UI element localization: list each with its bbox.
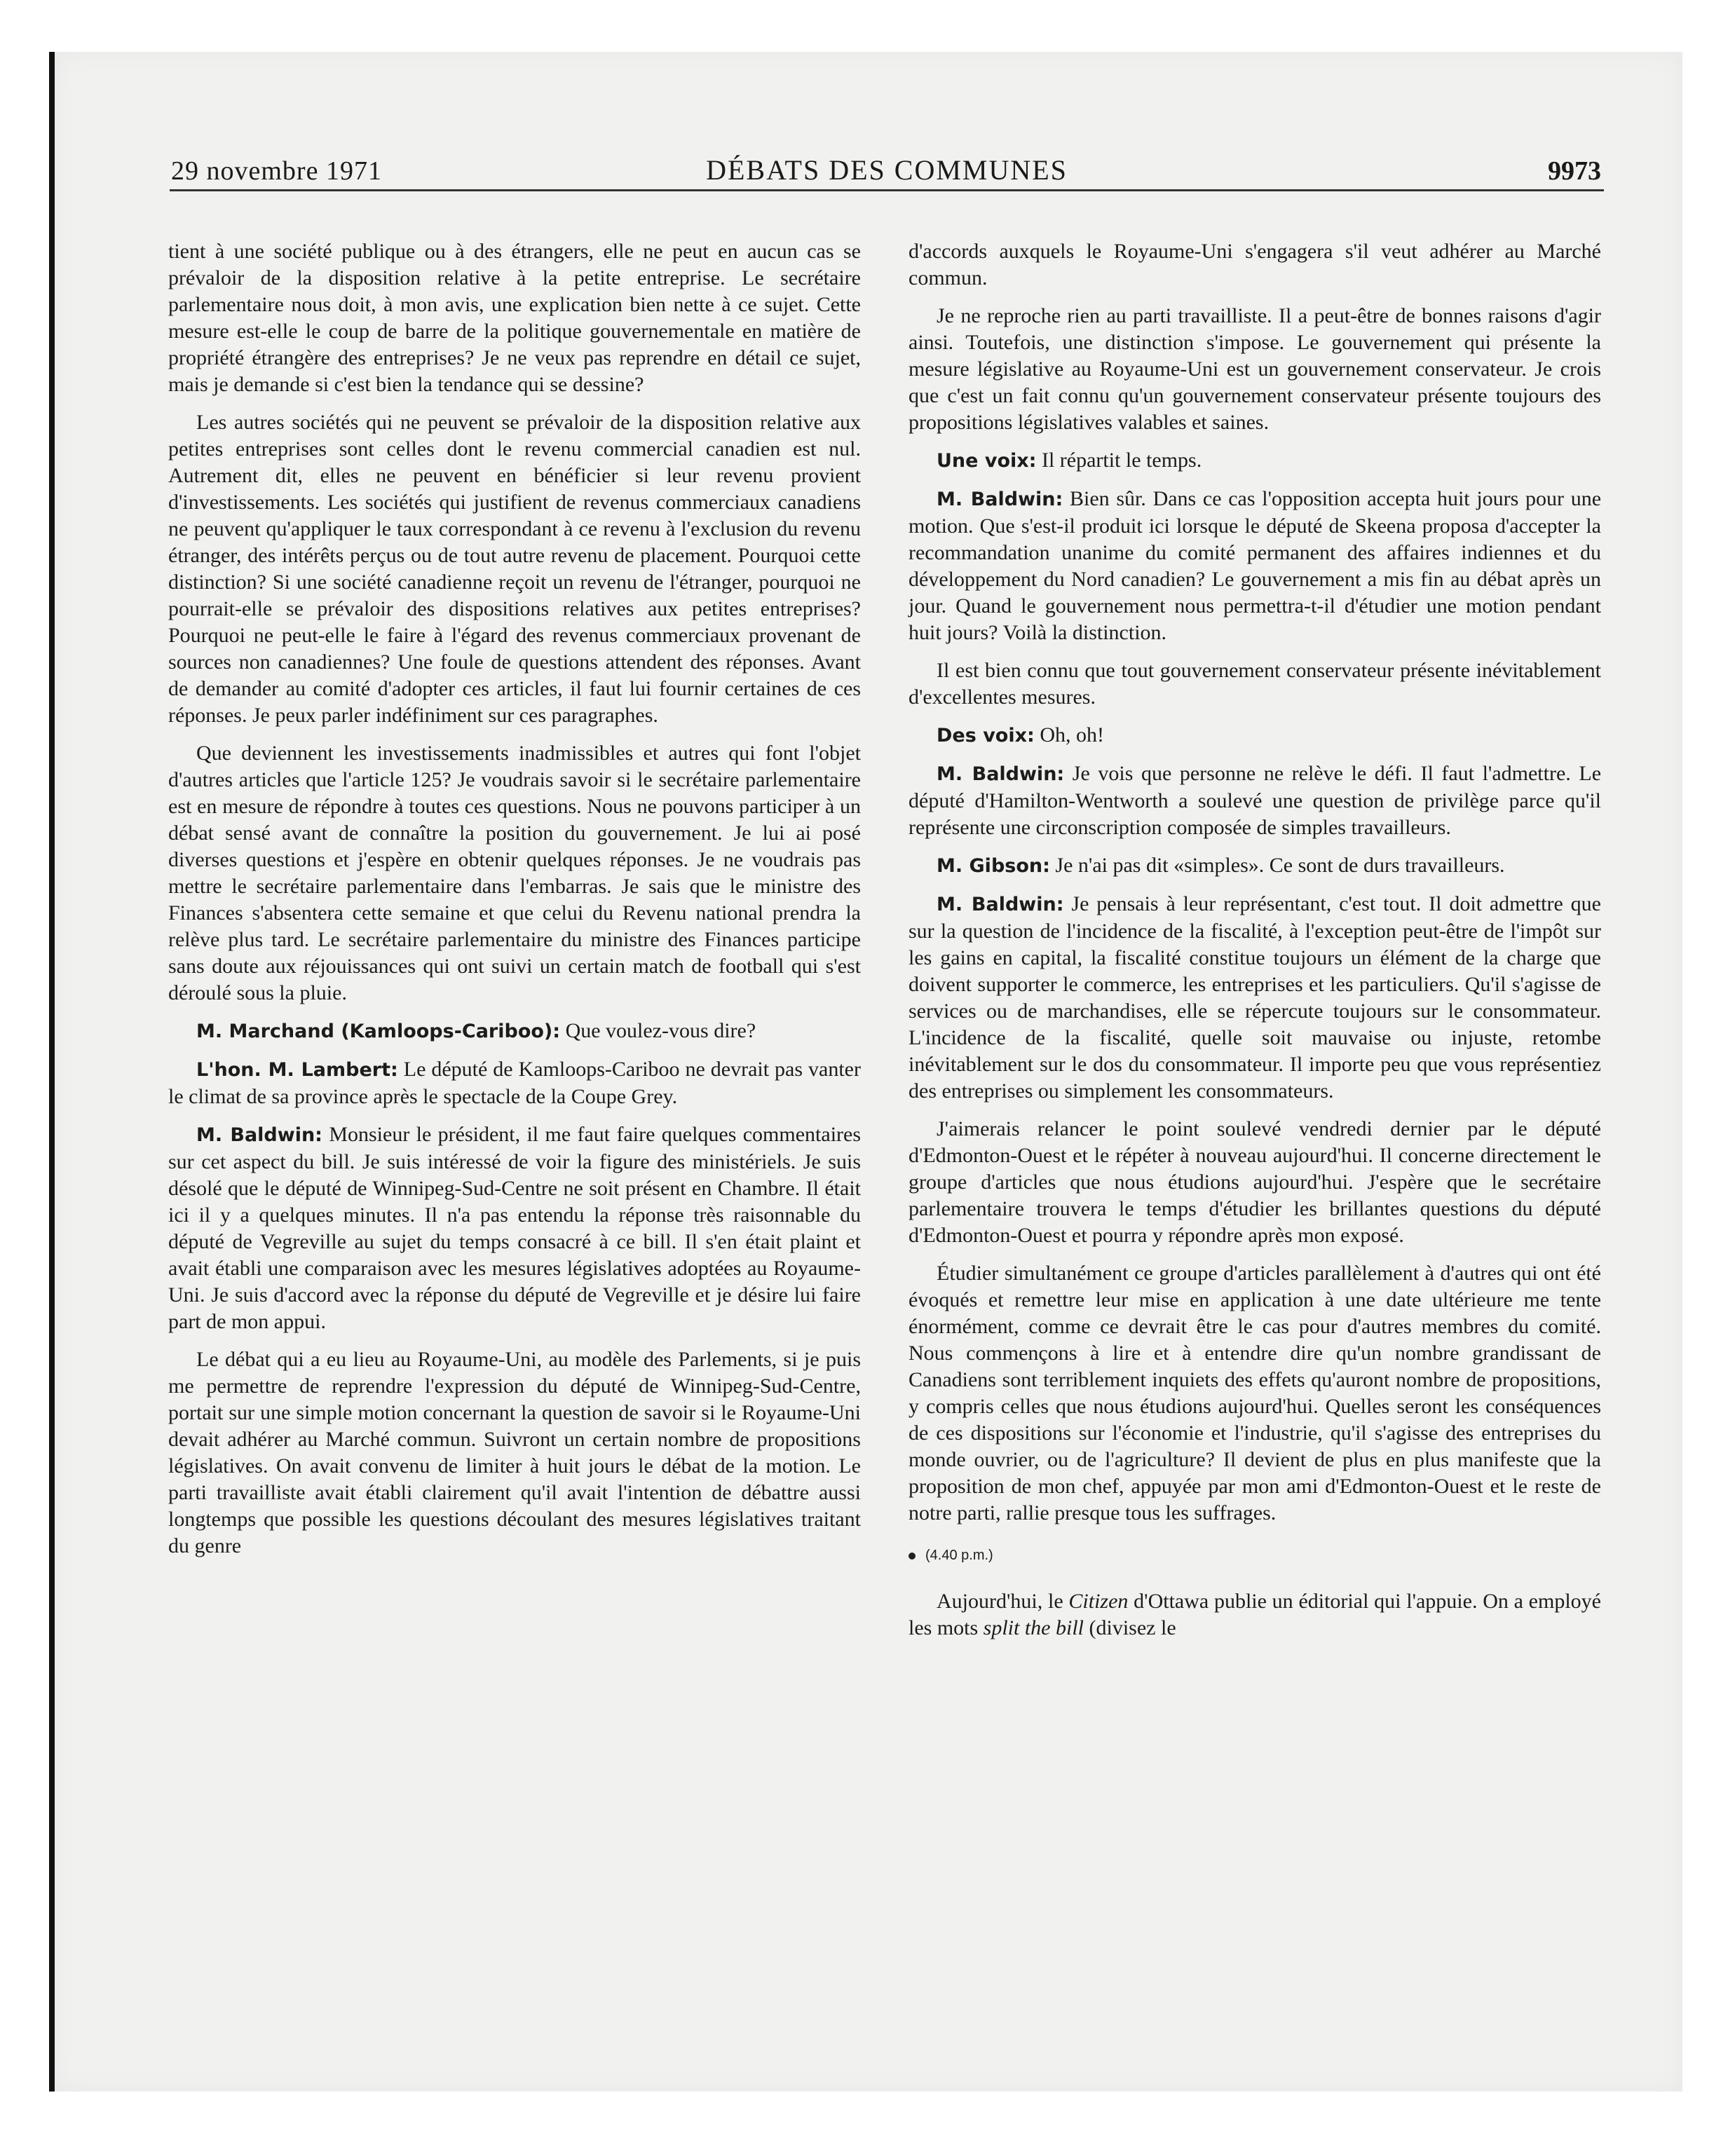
speaker-name: L'hon. M. Lambert: [196,1059,398,1081]
paragraph: J'aimerais relancer le point soulevé vendredi dernier par le député d'Edmonton-Ouest et le répéter à nouveau aujourd'hui. Il concerne directement le groupe d'articles que nous étudions aujourd'hui. J'espère que le secrétaire parlementaire trouvera le temps d'étudier les brillantes questions du député d'Edmonton-Ouest et pourra y répondre après mon exposé. [909,1117,1601,1247]
speech-text: Le député de Kamloops-Cariboo ne devrait pas vanter le climat de sa province après le spectacle de la Coupe Grey. [168,1058,861,1108]
paragraph: Le débat qui a eu lieu au Royaume-Uni, au modèle des Parlements, si je puis me permettre de reprendre l'expression du député de Winnipeg-Sud-Centre, portait sur une simple motion concernant la question de savoir si le Royaume-Uni devait adhérer au Marché commun. Suivront un certain nombre de propositions législatives. On avait convenu de limiter à huit jours le débat de la motion. Le parti travailliste avait établi clairement qu'il avait l'intention de débattre aussi longtemps que possible les questions découlant des mesures législatives traitant du genre [168,1348,861,1557]
paragraph: Je ne reproche rien au parti travailliste. Il a peut-être de bonnes raisons d'agir ainsi. Toutefois, une distinction s'impose. Le gouvernement qui présente la mesure législative au Royaume-Uni est un gouvernement conservateur. Je crois que c'est un fait connu qu'un gouvernement conservateur présente toujours des propositions législatives valables et saines. [909,304,1601,434]
speech [909,891,1601,1105]
paragraph [909,1588,1601,1642]
speech [168,1056,861,1110]
speaker-name: M. Baldwin: [196,1124,322,1146]
text-run: d'Ottawa publie un éditorial qui l'appuie. On a employé les mots [909,1590,1601,1639]
page-number: 9973 [1548,156,1601,186]
speech [909,852,1601,880]
speech [909,447,1601,475]
speaker-name: M. Baldwin: [937,763,1065,785]
header-title: DÉBATS DES COMMUNES [706,154,1068,186]
speech-text: Bien sûr. Dans ce cas l'opposition accepta huit jours pour une motion. Que s'est-il produit ici lorsque le député de Skeena proposa d'accepter la recommandation unanime du comité permanent des affaires indiennes et du développement du Nord canadien? Le gouvernement a mis fin au débat après un jour. Quand le gouvernement nous permettra-t-il d'étudier une motion pendant huit jours? Voilà la distinction. [909,487,1602,644]
text-run: (divisez le [1084,1616,1176,1639]
paragraph: Les autres sociétés qui ne peuvent se prévaloir de la disposition relative aux petites entreprises sont celles dont le revenu commercial canadien est nul. Autrement dit, elles ne peuvent en bénéficier si leur revenu provient d'investissements. Les sociétés qui justifient de revenus commerciaux canadiens ne peuvent qu'appliquer le taux correspondant à ce revenu à l'exclusion du revenu étranger, des intérêts perçus ou de tout autre revenu de placement. Pourquoi cette distinction? Si une société canadienne reçoit un revenu de l'étranger, pourquoi ne pourrait-elle se prévaloir des dispositions relatives aux petites entreprises? Pourquoi ne peut-elle le faire à l'égard des revenus commerciaux provenant de sources non canadiennes? Une foule de questions attendent des réponses. Avant de demander au comité d'adopter ces articles, il faut lui fournir certaines de ces réponses. Je peux parler indéfiniment sur ces paragraphes. [168,411,861,727]
right-column [909,238,1601,1653]
speech [909,486,1601,646]
speaker-name: Une voix: [937,450,1037,472]
time-stamp-text: (4.40 p.m.) [925,1548,993,1563]
speaker-name: Des voix: [937,725,1035,746]
paragraph: d'accords auxquels le Royaume-Uni s'engagera s'il veut adhérer au Marché commun. [909,240,1601,289]
speech-text: Que voulez-vous dire? [560,1019,756,1042]
speech-text: Oh, oh! [1034,723,1104,746]
paragraph: Que deviennent les investissements inadmissibles et autres qui font l'objet d'autres articles que l'article 125? Je voudrais savoir si le secrétaire parlementaire est en mesure de répondre à toutes ces questions. Nous ne pouvons participer à un débat sensé avant de connaître la position du gouvernement. Je lui ai posé diverses questions et j'espère en obtenir quelques réponses. Je ne voudrais pas mettre le secrétaire parlementaire dans l'embarras. Je sais que le ministre des Finances s'absentera cette semaine et que celui du Revenu national prendra la relève plus tard. Le secrétaire parlementaire du ministre des Finances participe sans doute aux réjouissances qui ont suivi un certain match de football qui s'est déroulé sous la pluie. [168,742,861,1004]
speech [909,760,1601,841]
header-date: 29 novembre 1971 [171,156,382,186]
paragraph: Étudier simultanément ce groupe d'articles parallèlement à d'autres qui ont été évoqués et remettre leur mise en application à une date ultérieure me tente énormément, comme ce devrait être le cas pour d'autres membres du comité. Nous commençons à lire et à entendre dire qu'un nombre grandissant de Canadiens sont terriblement inquiets des effets qu'auront nombre de propositions, y compris celles que nous étudions aujourd'hui. Quelles seront les conséquences de ces dispositions sur l'économie et l'industrie, qu'il s'agisse des entreprises du monde ouvrier, ou de l'agriculture? Il devient de plus en plus manifeste que la proposition de mon chef, appuyée par mon ami d'Edmonton-Ouest et le reste de notre parti, rallie presque tous les suffrages. [909,1262,1601,1524]
paragraph: tient à une société publique ou à des étrangers, elle ne peut en aucun cas se prévaloir de la disposition relative à la petite entreprise. Le secrétaire parlementaire nous doit, à mon avis, une explication bien nette à ce sujet. Cette mesure est-elle le coup de barre de la politique gouvernementale en matière de propriété étrangère des entreprises? Je ne veux pas reprendre en détail ce sujet, mais je demande si c'est bien la tendance qui se dessine? [168,240,861,396]
speaker-name: M. Gibson: [937,855,1050,877]
italic-text: split the bill [983,1616,1084,1639]
speech [168,1121,861,1335]
page-header [170,150,1604,191]
speech [909,722,1601,749]
speaker-name: M. Marchand (Kamloops-Cariboo): [196,1021,561,1042]
speech-text: Monsieur le président, il me faut faire quelques commentaires sur cet aspect du bill. Je suis intéressé de voir la figure des ministériels. Je suis désolé que le député de Winnipeg-Sud-Centre ne soit présent en Chambre. Il était ici il y a quelques minutes. Il n'a pas entendu la réponse très raisonnable du député de Vegreville au sujet du temps consacré à ce bill. Il s'en était plaint et avait établi une comparaison avec les mesures législatives adoptées au Royaume-Uni. Je suis d'accord avec la réponse du député de Vegreville et je désire lui faire part de mon appui. [168,1123,862,1333]
speech-text: Je n'ai pas dit «simples». Ce sont de durs travailleurs. [1049,854,1505,877]
speech-text: Il répartit le temps. [1036,449,1202,472]
speech-text: Je pensais à leur représentant, c'est tout. Il doit admettre que sur la question de l'incidence de la fiscalité, à l'exception peut-être de l'impôt sur les gains en capital, la fiscalité constitue toujours un élément de la charge que doivent supporter le commerce, les entreprises et les particuliers. Qu'il s'agisse de services ou de marchandises, elle se répercute toujours sur le consommateur. L'incidence de la fiscalité, quelle soit mauvaise ou injuste, retombe inévitablement sur le dos du consommateur. Il importe peu que vous représentiez des entreprises ou simplement les consommateurs. [909,892,1601,1103]
time-stamp [909,1542,1601,1569]
speech [168,1018,861,1045]
left-column [168,238,861,1571]
speaker-name: M. Baldwin: [937,894,1064,915]
speech-text: Je vois que personne ne relève le défi. Il faut l'admettre. Le député d'Hamilton-Wentworth a soulevé une question de privilège parce qu'il représente une circonscription composée de simples travailleurs. [909,762,1602,839]
text-run: Aujourd'hui, le [937,1590,1069,1613]
italic-text: Citizen [1068,1590,1129,1613]
paragraph: Il est bien connu que tout gouvernement conservateur présente inévitablement d'excellentes mesures. [909,659,1601,709]
bullet-icon [909,1553,916,1560]
speaker-name: M. Baldwin: [937,489,1063,510]
